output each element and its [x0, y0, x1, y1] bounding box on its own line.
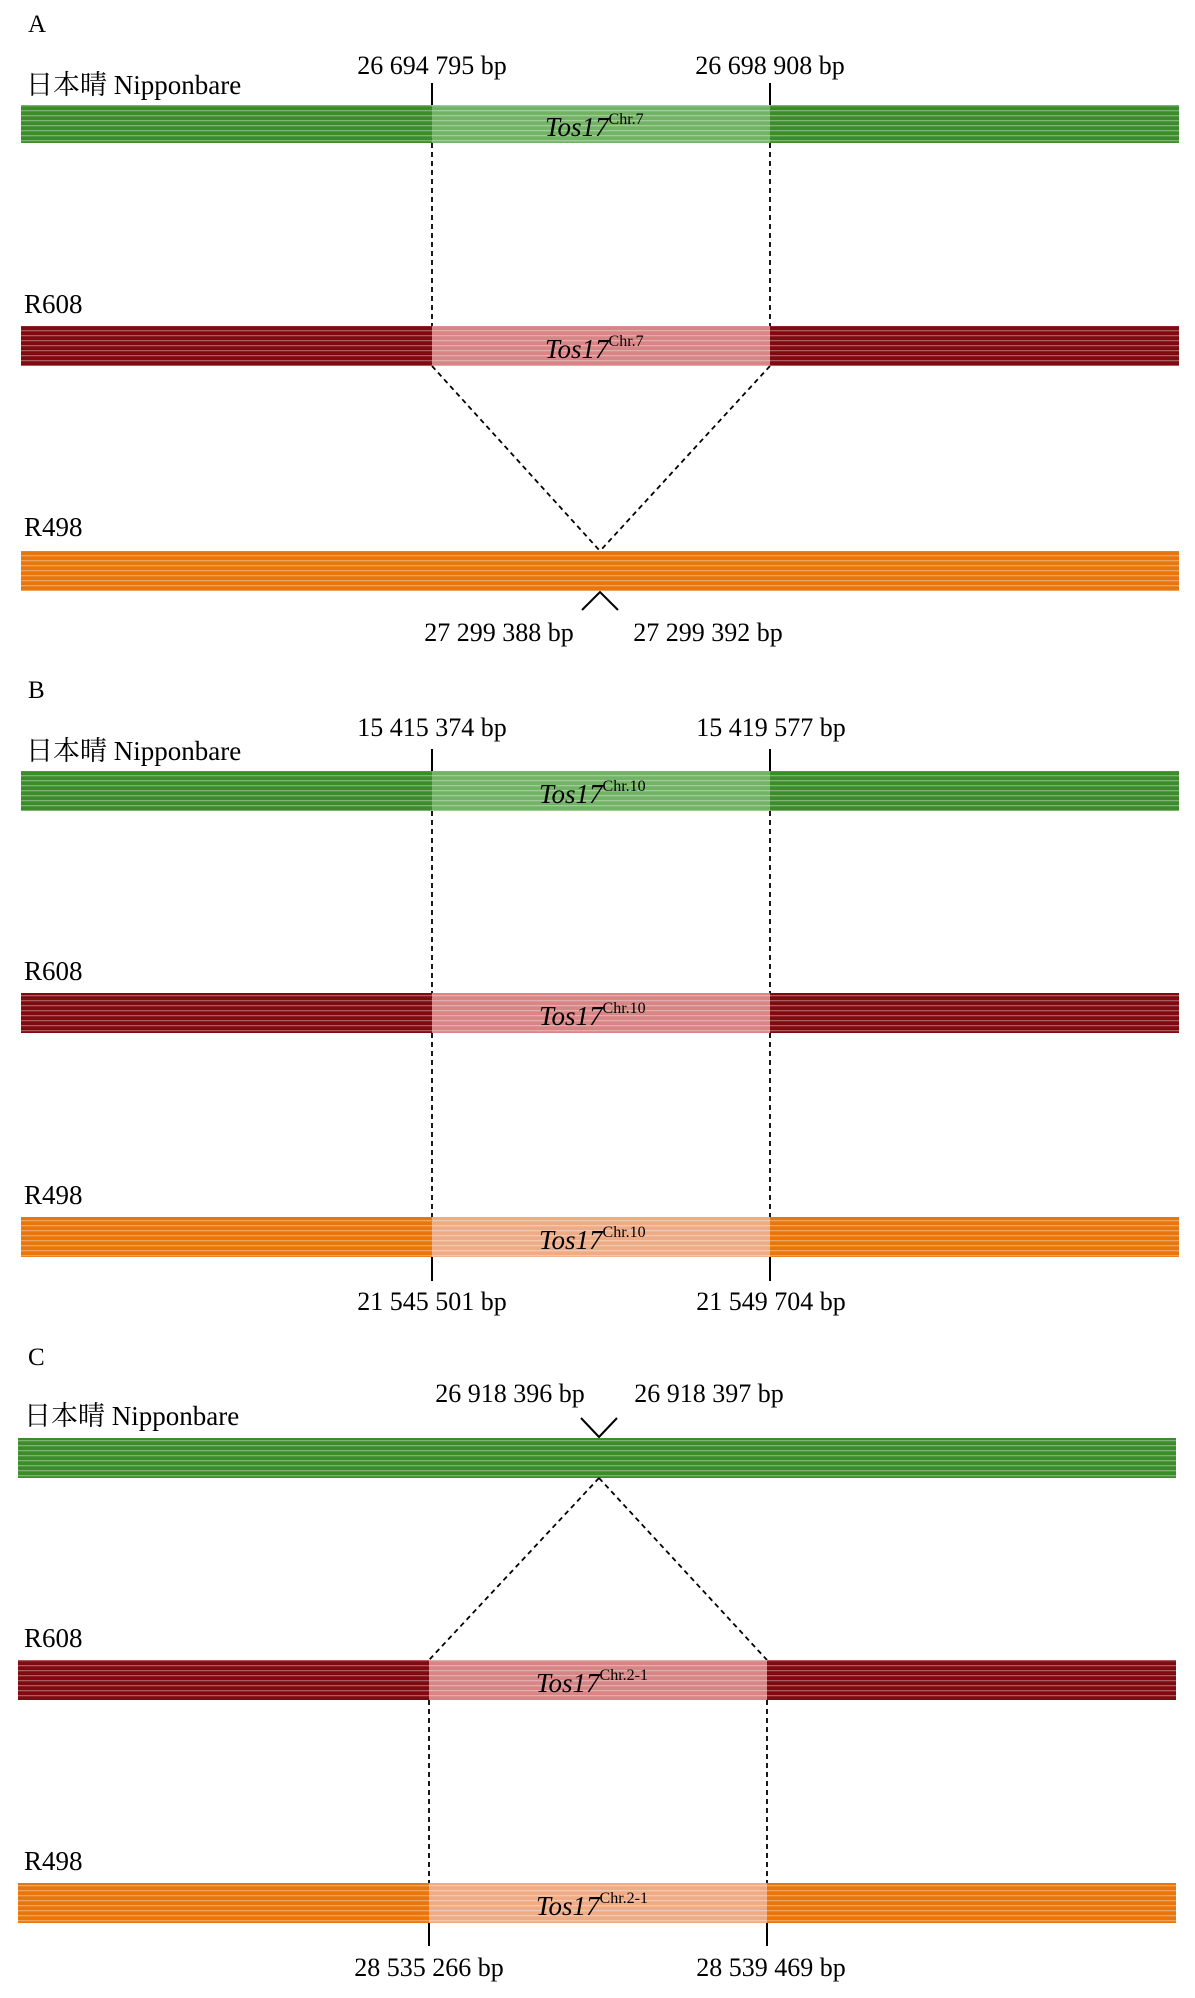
panel-c: [18, 1344, 1176, 1982]
coord-bottom-right: 21 549 704 bp: [696, 1287, 846, 1316]
coord-bottom-left: 27 299 388 bp: [424, 618, 574, 647]
insertion-site-caret: [582, 592, 618, 610]
tos17-label: $Tos17^{Chr.10}$: [539, 1224, 646, 1255]
coord-bottom-right: 27 299 392 bp: [633, 618, 783, 647]
dashed-connector: [600, 366, 770, 551]
insertion-site-caret: [581, 1418, 617, 1437]
panel-letter-c: C: [28, 1344, 45, 1371]
track-label-nipponbare: 日本晴 Nipponbare: [24, 1401, 240, 1431]
track-label-r608: R608: [24, 956, 83, 986]
track-bar-r498: [21, 551, 1179, 591]
tos17-label: $Tos17^{Chr.10}$: [539, 778, 646, 809]
track-label-r498: R498: [24, 512, 83, 542]
coord-top-right: 26 698 908 bp: [695, 51, 845, 80]
dashed-connector: [432, 366, 600, 551]
tos17-label: $Tos17^{Chr.7}$: [545, 333, 644, 364]
track-bar-nipponbare: [18, 1438, 1176, 1478]
track-label-nipponbare: 日本晴 Nipponbare: [26, 70, 242, 100]
coord-bottom-left: 28 535 266 bp: [354, 1953, 504, 1982]
coord-top-right: 15 419 577 bp: [696, 713, 846, 742]
dashed-connector: [599, 1478, 767, 1660]
dashed-connector: [429, 1478, 599, 1660]
tos17-label: $Tos17^{Chr.2-1}$: [536, 1890, 648, 1921]
panel-letter-b: B: [28, 677, 45, 704]
coord-bottom-right: 28 539 469 bp: [696, 1953, 846, 1982]
coord-top-left: 15 415 374 bp: [357, 713, 507, 742]
tos17-label: $Tos17^{Chr.10}$: [539, 1000, 646, 1031]
track-label-r608: R608: [24, 1623, 83, 1653]
panel-b: [21, 677, 1179, 1316]
tos17-label: $Tos17^{Chr.7}$: [545, 111, 644, 142]
panel-a: [21, 11, 1179, 647]
coord-top-right: 26 918 397 bp: [634, 1379, 784, 1408]
track-label-r498: R498: [24, 1846, 83, 1876]
coord-bottom-left: 21 545 501 bp: [357, 1287, 507, 1316]
tos17-label: $Tos17^{Chr.2-1}$: [536, 1667, 648, 1698]
panel-letter-a: A: [28, 11, 47, 38]
coord-top-left: 26 694 795 bp: [357, 51, 507, 80]
track-label-r608: R608: [24, 289, 83, 319]
coord-top-left: 26 918 396 bp: [435, 1379, 585, 1408]
track-label-nipponbare: 日本晴 Nipponbare: [26, 736, 242, 766]
track-label-r498: R498: [24, 1180, 83, 1210]
